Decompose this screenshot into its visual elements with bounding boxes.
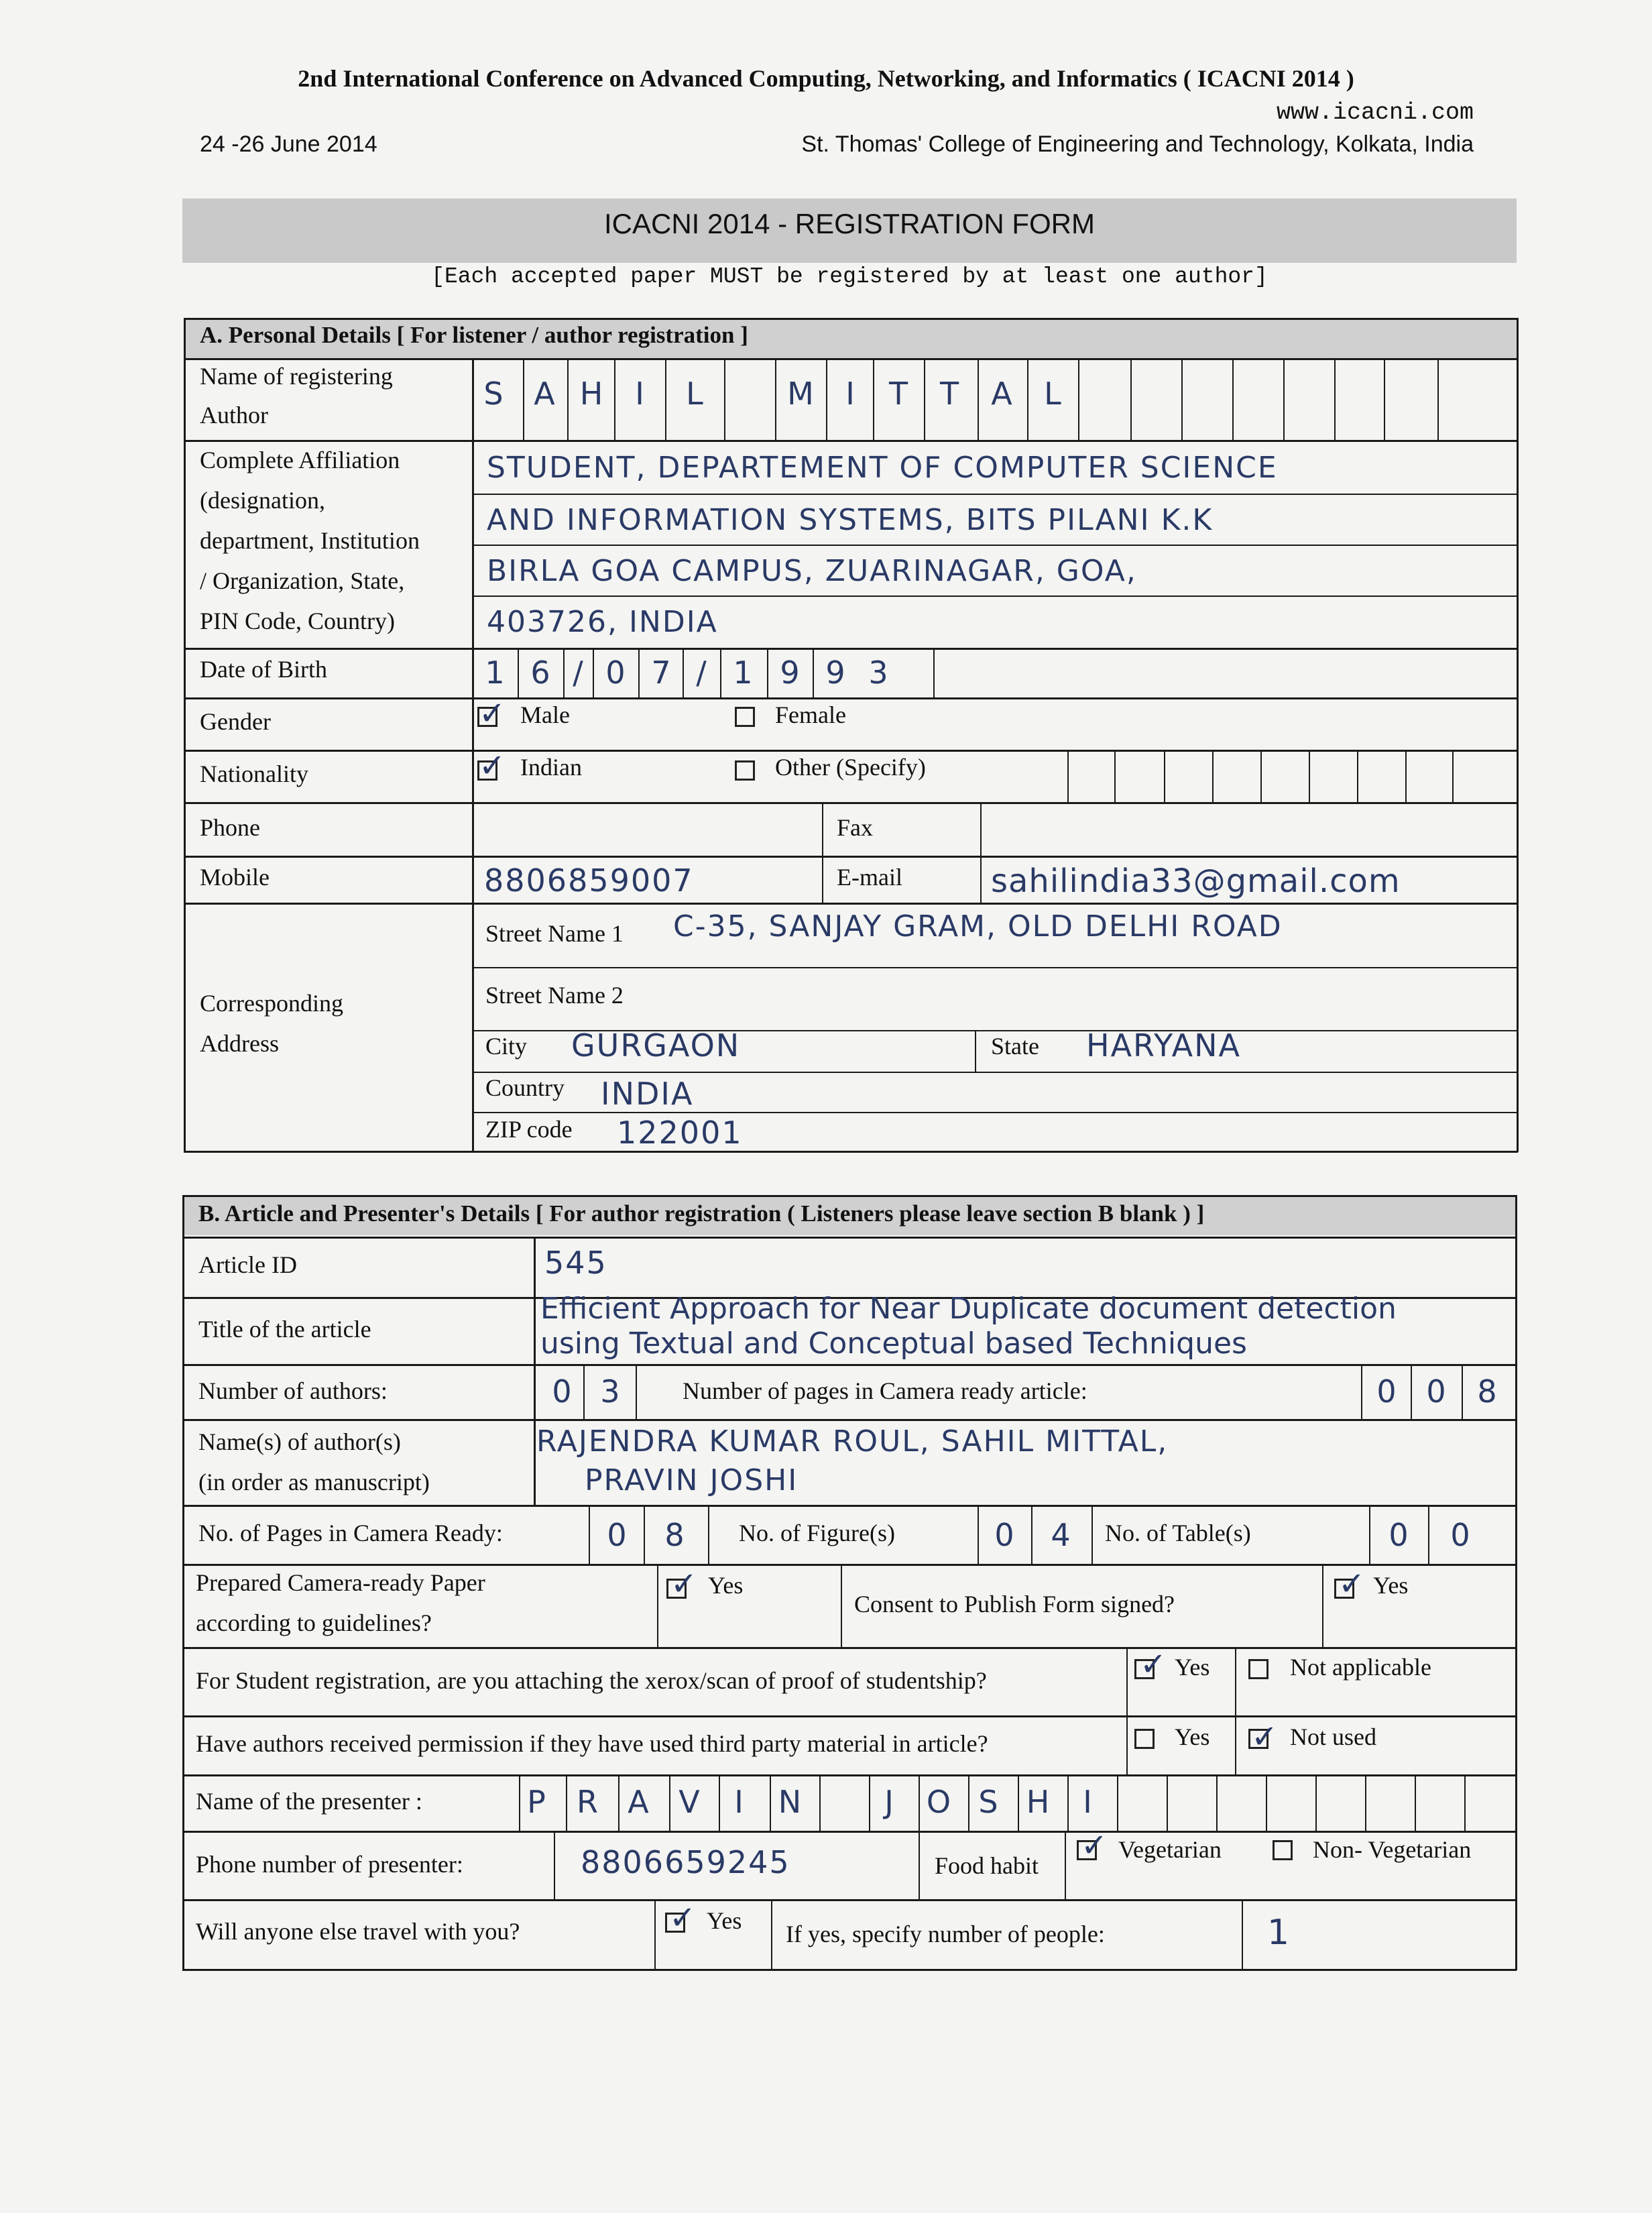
veg-label: Vegetarian <box>1118 1836 1222 1863</box>
presenter-char[interactable]: P <box>527 1784 546 1820</box>
presenter-char[interactable]: I <box>1083 1784 1092 1820</box>
authors-line[interactable]: RAJENDRA KUMAR ROUL, SAHIL MITTAL, <box>536 1424 1169 1459</box>
presenter-char[interactable]: H <box>1026 1784 1050 1820</box>
travel-yes-label: Yes <box>707 1907 742 1934</box>
presenter-char[interactable]: R <box>577 1784 598 1820</box>
indian-label: Indian <box>520 754 582 781</box>
student-proof-label: For Student registration, are you attaching the xerox/scan of proof of studentship? <box>196 1667 987 1694</box>
indian-check-mark: ✓ <box>479 747 506 785</box>
presenter-char[interactable]: O <box>926 1784 951 1820</box>
permission-yes-label: Yes <box>1175 1723 1210 1750</box>
presenter-char[interactable]: S <box>978 1784 998 1820</box>
figures-digit[interactable]: 4 <box>1051 1517 1071 1553</box>
city-label: City <box>485 1033 528 1060</box>
prepared-yes-label: Yes <box>708 1572 744 1599</box>
conference-title: 2nd International Conference on Advanced Computing, Networking, and Informatics ( ICACNI 2014 ) <box>298 65 1354 92</box>
email-label: E-mail <box>837 864 902 891</box>
prepared-check-mark: ✓ <box>670 1565 698 1603</box>
dob-char[interactable]: 7 <box>651 655 671 691</box>
student-yes-label: Yes <box>1175 1654 1210 1681</box>
consent-label: Consent to Publish Form signed? <box>854 1591 1175 1618</box>
affiliation-label: Complete Affiliation (designation, department, Institution / Organization, State, PIN Code, Country) <box>200 447 420 634</box>
other-nationality-label: Other (Specify) <box>775 754 926 781</box>
dob-char[interactable]: 0 <box>605 655 626 691</box>
zip-label: ZIP code <box>485 1116 573 1143</box>
permission-label: Have authors received permission if they have used third party material in article? <box>196 1730 988 1757</box>
pages-ready-label: No. of Pages in Camera Ready: <box>198 1520 503 1546</box>
name-char[interactable]: I <box>845 376 855 412</box>
pages-ready-digit[interactable]: 8 <box>664 1517 685 1553</box>
dob-label: Date of Birth <box>200 656 327 683</box>
name-char[interactable]: L <box>1044 376 1061 412</box>
pages-camera-digit[interactable]: 0 <box>1426 1373 1446 1410</box>
affiliation-line[interactable]: STUDENT, DEPARTEMENT OF COMPUTER SCIENCE <box>487 451 1278 485</box>
name-char[interactable]: H <box>579 376 603 412</box>
form-title: ICACNI 2014 - REGISTRATION FORM <box>604 208 1095 239</box>
not-used-label: Not used <box>1290 1723 1376 1750</box>
student-check-mark: ✓ <box>1140 1646 1167 1683</box>
section-b-heading: B. Article and Presenter's Details [ For author registration ( Listeners please leave section B blank ) ] <box>198 1200 1205 1227</box>
permission-yes-checkbox[interactable] <box>1134 1729 1155 1749</box>
section-a-heading: A. Personal Details [ For listener / author registration ] <box>200 322 748 348</box>
dob-char[interactable]: 6 <box>530 655 550 691</box>
phone-label: Phone <box>200 814 260 841</box>
people-label: If yes, specify number of people: <box>786 1921 1105 1947</box>
country-value[interactable]: INDIA <box>601 1076 694 1112</box>
nationality-label: Nationality <box>200 760 308 787</box>
dob-char[interactable]: 1 <box>485 655 505 691</box>
num-authors-digit[interactable]: 0 <box>552 1373 572 1410</box>
article-id-value[interactable]: 545 <box>544 1245 607 1281</box>
tables-label: No. of Table(s) <box>1105 1520 1251 1546</box>
name-char[interactable]: A <box>534 376 555 412</box>
female-checkbox[interactable] <box>735 707 755 727</box>
name-char[interactable]: L <box>686 376 703 412</box>
conference-venue: St. Thomas' College of Engineering and Technology, Kolkata, India <box>801 131 1474 157</box>
name-char[interactable]: S <box>483 376 504 412</box>
consent-yes-label: Yes <box>1373 1572 1409 1599</box>
street1-value[interactable]: C-35, SANJAY GRAM, OLD DELHI ROAD <box>673 909 1283 944</box>
email-value[interactable]: sahilindia33@gmail.com <box>991 862 1401 900</box>
conference-dates: 24 -26 June 2014 <box>200 131 377 157</box>
other-nationality-checkbox[interactable] <box>735 760 755 781</box>
presenter-phone-value[interactable]: 8806659245 <box>581 1844 790 1880</box>
figures-label: No. of Figure(s) <box>739 1520 895 1546</box>
presenter-char[interactable]: J <box>884 1784 894 1820</box>
state-value[interactable]: HARYANA <box>1086 1027 1241 1064</box>
presenter-char[interactable]: N <box>778 1784 802 1820</box>
name-label: Name of registering Author <box>200 363 393 429</box>
nonveg-checkbox[interactable] <box>1273 1840 1293 1860</box>
travel-check-mark: ✓ <box>669 1899 697 1937</box>
pages-camera-digit[interactable]: 0 <box>1376 1373 1397 1410</box>
dob-char[interactable]: 3 <box>868 655 888 691</box>
name-char[interactable]: T <box>939 376 959 412</box>
affiliation-line[interactable]: 403726, INDIA <box>487 605 718 639</box>
dob-char[interactable]: / <box>696 655 707 691</box>
not-applicable-label: Not applicable <box>1290 1654 1431 1681</box>
city-value[interactable]: GURGAON <box>571 1027 741 1064</box>
authors-label: Name(s) of author(s) (in order as manuscript) <box>198 1428 430 1495</box>
gender-label: Gender <box>200 708 271 735</box>
not-used-check-mark: ✓ <box>1251 1718 1279 1756</box>
affiliation-line[interactable]: AND INFORMATION SYSTEMS, BITS PILANI K.K <box>487 503 1214 537</box>
num-authors-label: Number of authors: <box>198 1377 388 1404</box>
dob-char[interactable]: 9 <box>780 655 800 691</box>
figures-digit[interactable]: 0 <box>994 1517 1014 1553</box>
authors-line[interactable]: PRAVIN JOSHI <box>585 1463 799 1497</box>
not-applicable-checkbox[interactable] <box>1248 1659 1268 1679</box>
nonveg-label: Non- Vegetarian <box>1313 1836 1472 1863</box>
dob-char[interactable]: 9 <box>825 655 845 691</box>
presenter-char[interactable]: A <box>628 1784 649 1820</box>
mobile-label: Mobile <box>200 864 270 891</box>
pages-camera-digit[interactable]: 8 <box>1477 1373 1497 1410</box>
consent-check-mark: ✓ <box>1338 1565 1366 1603</box>
fax-label: Fax <box>837 814 873 841</box>
article-id-label: Article ID <box>198 1251 297 1278</box>
dob-char[interactable]: / <box>573 655 583 691</box>
street1-label: Street Name 1 <box>485 920 624 947</box>
article-title-label: Title of the article <box>198 1316 371 1343</box>
registration-note: [Each accepted paper MUST be registered by at least one author] <box>431 264 1268 289</box>
veg-check-mark: ✓ <box>1081 1827 1108 1864</box>
conference-website: www.icacni.com <box>1276 99 1474 126</box>
male-check-mark: ✓ <box>479 695 506 732</box>
name-char[interactable]: I <box>635 376 644 412</box>
presenter-char[interactable]: V <box>678 1784 700 1820</box>
state-label: State <box>991 1033 1039 1060</box>
people-value[interactable]: 1 <box>1267 1913 1291 1953</box>
street2-label: Street Name 2 <box>485 982 624 1009</box>
pages-camera-label: Number of pages in Camera ready article: <box>683 1377 1087 1404</box>
prepared-label: Prepared Camera-ready Paper according to guidelines? <box>196 1569 485 1636</box>
food-habit-label: Food habit <box>935 1852 1039 1879</box>
dob-char[interactable]: 1 <box>733 655 753 691</box>
female-label: Female <box>775 701 846 728</box>
name-char[interactable]: A <box>991 376 1012 412</box>
affiliation-line[interactable]: BIRLA GOA CAMPUS, ZUARINAGAR, GOA, <box>487 554 1137 588</box>
name-char[interactable]: T <box>888 376 908 412</box>
article-title-line[interactable]: Efficient Approach for Near Duplicate document detection <box>540 1292 1397 1326</box>
num-authors-digit[interactable]: 3 <box>600 1373 620 1410</box>
male-label: Male <box>520 701 570 728</box>
article-title-line[interactable]: using Textual and Conceptual based Techniques <box>540 1326 1247 1361</box>
presenter-label: Name of the presenter : <box>196 1788 422 1815</box>
name-char[interactable]: M <box>787 376 814 412</box>
travel-label: Will anyone else travel with you? <box>196 1918 520 1945</box>
pages-ready-digit[interactable]: 0 <box>607 1517 627 1553</box>
presenter-phone-label: Phone number of presenter: <box>196 1851 463 1878</box>
tables-digit[interactable]: 0 <box>1389 1517 1409 1553</box>
zip-value[interactable]: 122001 <box>617 1115 743 1151</box>
country-label: Country <box>485 1074 565 1101</box>
tables-digit[interactable]: 0 <box>1450 1517 1470 1553</box>
mobile-value[interactable]: 8806859007 <box>484 862 694 899</box>
presenter-char[interactable]: I <box>734 1784 744 1820</box>
address-label: Corresponding Address <box>200 990 343 1057</box>
